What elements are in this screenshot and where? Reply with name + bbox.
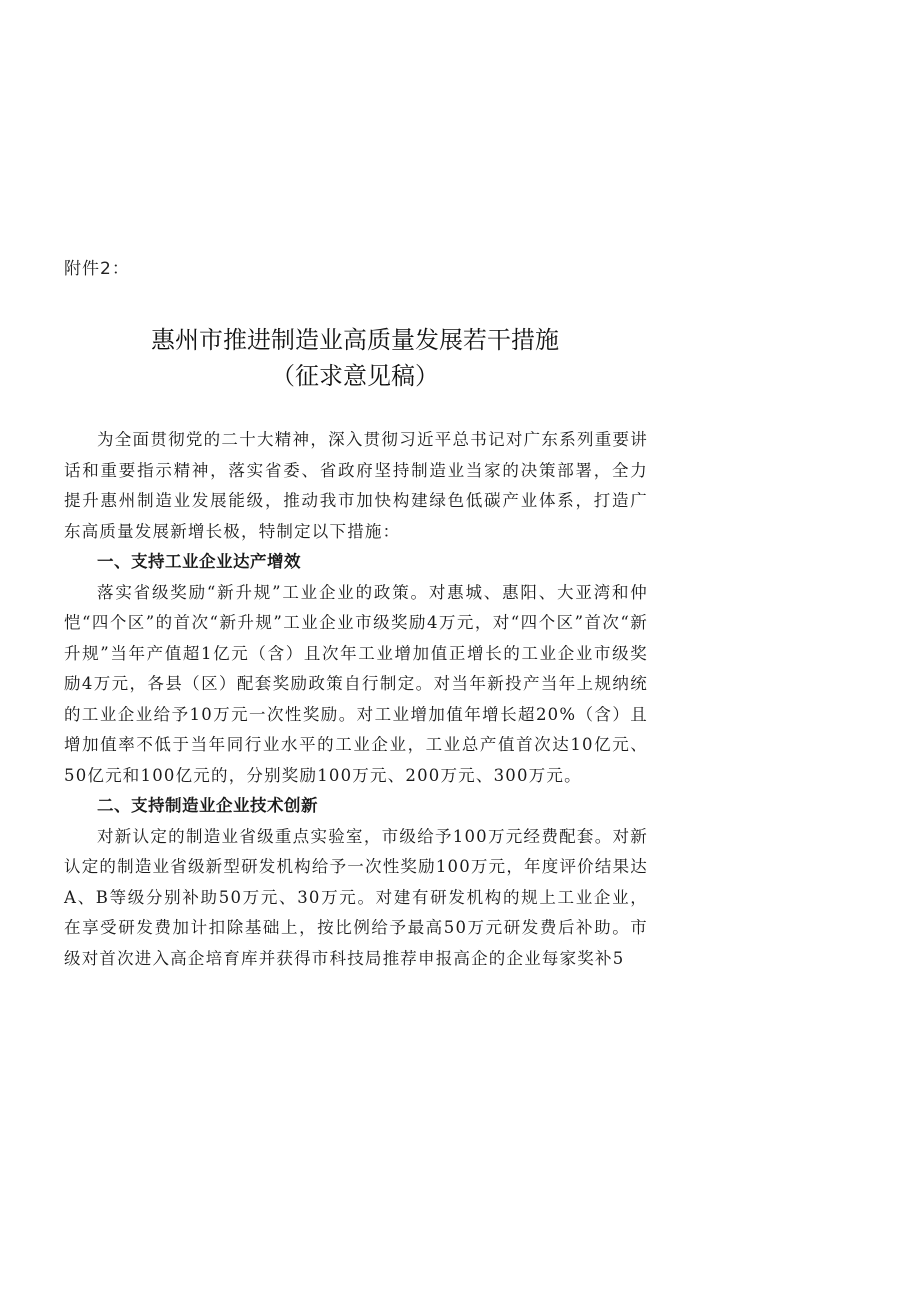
intro-paragraph: 为全面贯彻党的二十大精神，深入贯彻习近平总书记对广东系列重要讲话和重要指示精神，落实省委、省政府坚持制造业当家的决策部署，全力提升惠州制造业发展能级，推动我市加快构建绿色低碳产业体系，打造广东高质量发展新增长极，特制定以下措施： bbox=[64, 430, 648, 541]
section-heading-2: 二、支持制造业企业技术创新 bbox=[97, 796, 318, 815]
document-subtitle: （征求意见稿） bbox=[271, 362, 439, 390]
attachment-label: 附件2： bbox=[64, 259, 130, 279]
section-heading-1: 一、支持工业企业达产增效 bbox=[97, 552, 301, 571]
document-body bbox=[64, 425, 648, 974]
document-title: 惠州市推进制造业高质量发展若干措施 bbox=[151, 326, 559, 354]
section-paragraph-1: 落实省级奖励“新升规”工业企业的政策。对惠城、惠阳、大亚湾和仲恺“四个区”的首次“新升规”工业企业市级奖励4万元，对“四个区”首次“新升规”当年产值超1亿元（含）且次年工业增加值正增长的工业企业市级奖励4万元，各县（区）配套奖励政策自行制定。对当年新投产当年上规纳统的工业企业给予10万元一次性奖励。对工业增加值年增长超20%（含）且增加值率不低于当年同行业水平的工业企业，工业总产值首次达10亿元、50亿元和100亿元的，分别奖励100万元、200万元、300万元。 bbox=[64, 582, 648, 785]
section-paragraph-2: 对新认定的制造业省级重点实验室，市级给予100万元经费配套。对新认定的制造业省级新型研发机构给予一次性奖励100万元，年度评价结果达A、B等级分别补助50万元、30万元。对建有研发机构的规上工业企业，在享受研发费加计扣除基础上，按比例给予最高50万元研发费后补助。市级对首次进入高企培育库并获得市科技局推荐申报高企的企业每家奖补5 bbox=[64, 826, 648, 968]
